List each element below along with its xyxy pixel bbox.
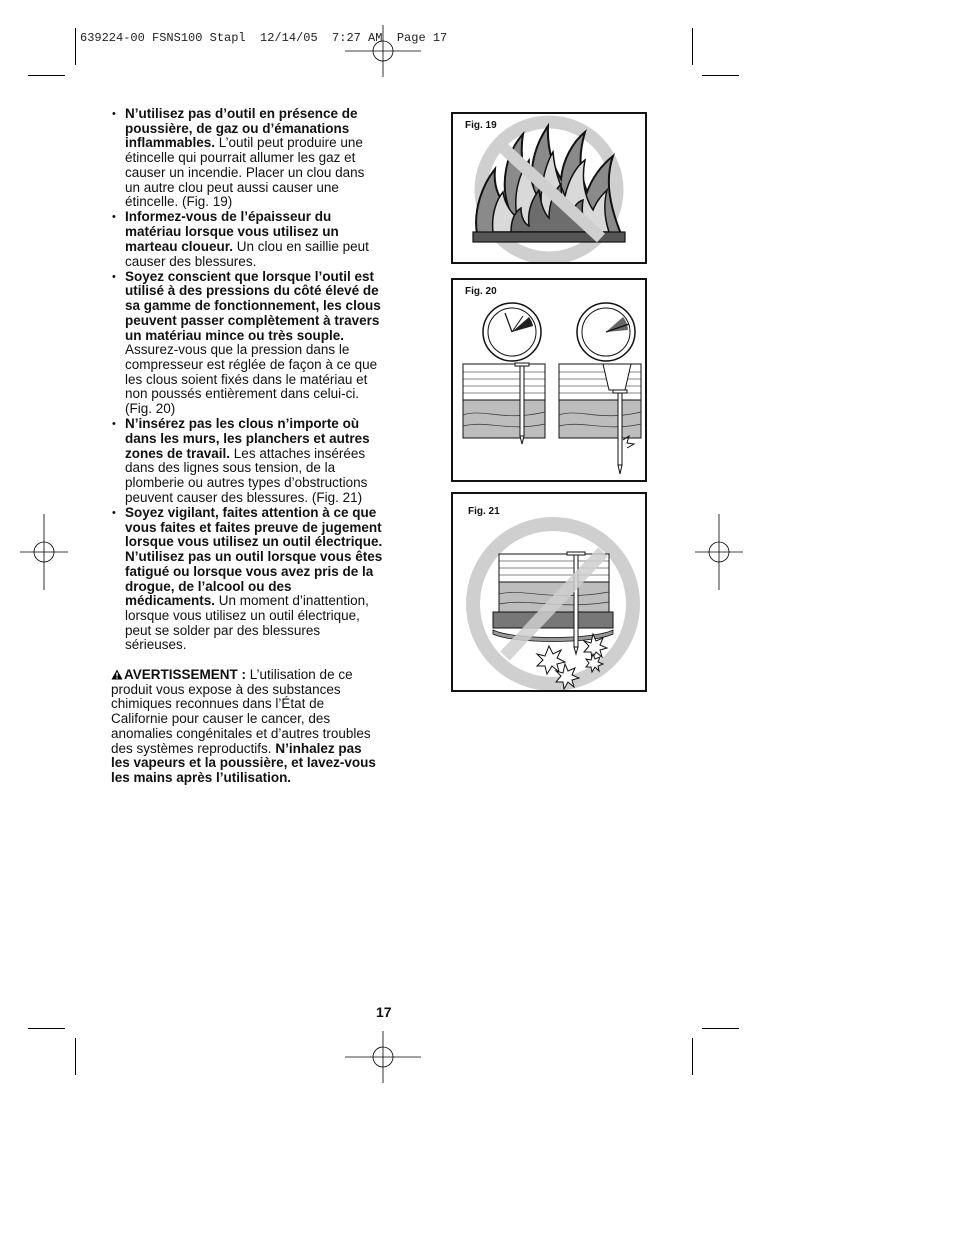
- material-block: [559, 364, 641, 438]
- crop-mark: [28, 1028, 65, 1029]
- crop-mark: [75, 1038, 76, 1075]
- pressure-gauge-icon: [577, 303, 635, 361]
- list-item: • Informez-vous de l’épaisseur du matériau lorsque vous utilisez un marteau cloueur. Un clou en saillie peut causer des blessures.: [111, 210, 383, 269]
- figure-21: [451, 492, 647, 692]
- hidden-obstruction-illustration: [453, 494, 645, 690]
- registration-mark-icon: [345, 1031, 421, 1083]
- registration-mark-icon: [695, 514, 743, 590]
- figure-label: Fig. 19: [465, 120, 497, 131]
- list-item: • N’insérez pas les clous n’importe où dans les murs, les planchers et autres zones de travail. Les attaches insérées dans des lignes sous tension, de la plomberie ou autres types d’obstructions peuvent causer des blessures. (Fig. 21): [111, 417, 383, 505]
- printer-slug: 639224-00 FSNS100 Stapl 12/14/05 7:27 AM Page 17: [80, 31, 448, 45]
- pressure-nail-illustration: [453, 280, 645, 480]
- crop-mark: [702, 75, 739, 76]
- figure-label: Fig. 20: [465, 286, 497, 297]
- pressure-gauge-icon: [483, 303, 541, 361]
- warning-paragraph: AVERTISSEMENT : L’utilisation de ce produit vous expose à des substances chimiques reconnues dans l’État de Californie pour causer le cancer, des anomalies congénitales et d’autres troubles des systèmes reproductifs. N’inhalez pas les vapeurs et la poussière, et lavez-vous les mains après l’utilisation.: [111, 667, 376, 785]
- warning-triangle-icon: [111, 669, 123, 680]
- crop-mark: [28, 75, 65, 76]
- page-number: 17: [376, 1004, 392, 1020]
- list-item: • N’utilisez pas d’outil en présence de poussière, de gaz ou d’émanations inflammables. L’outil peut produire une étincelle qui pourrait allumer les gaz et causer un incendie. Placer un clou dans un autre clou peut aussi causer une étincelle. (Fig. 19): [111, 107, 383, 210]
- figure-20: [451, 278, 647, 482]
- safety-text-column: [111, 107, 383, 786]
- warning-label: AVERTISSEMENT :: [124, 667, 247, 683]
- warning-bold-end: N’inhalez pas les vapeurs et la poussière, et lavez-vous les mains après l’utilisation.: [111, 740, 376, 785]
- crop-mark: [692, 28, 693, 65]
- safety-bullet-list: [111, 107, 383, 653]
- crop-mark: [702, 1028, 739, 1029]
- registration-mark-icon: [20, 514, 68, 590]
- list-item: • Soyez vigilant, faites attention à ce que vous faites et faites preuve de jugement lorsque vous utilisez un outil électrique. N’utilisez pas un outil lorsque vous êtes fatigué ou lorsque vous avez pris de la drogue, de l’alcool ou des médicaments. Un moment d’inattention, lorsque vous utilisez un outil électrique, peut se solder par des blessures sérieuses.: [111, 506, 383, 653]
- material-block: [463, 364, 545, 438]
- list-item: • Soyez conscient que lorsque l’outil est utilisé à des pressions du côté élevé de sa gamme de fonctionnement, les clous peuvent passer complètement à travers un matériau mince ou très souple. Assurez-vous que la pression dans le compresseur est réglée de façon à ce que les clous soient fixés dans le matériau et non poussés entièrement dans celui-ci. (Fig. 20): [111, 270, 383, 417]
- registration-mark-icon: [345, 25, 421, 77]
- pipe: [493, 612, 613, 642]
- crop-mark: [692, 1038, 693, 1075]
- flame-prohibition-illustration: [453, 114, 645, 262]
- figure-label: Fig. 21: [468, 506, 500, 517]
- figure-19: [451, 112, 647, 264]
- crop-mark: [75, 28, 76, 65]
